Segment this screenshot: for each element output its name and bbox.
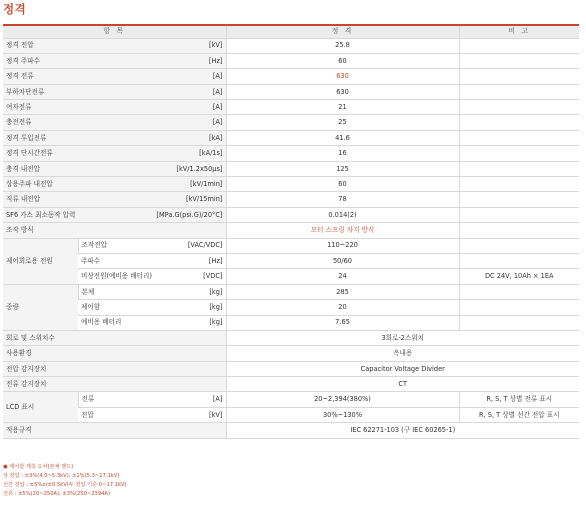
item-unit: [kV/1min] <box>190 179 223 188</box>
item-unit: [kA/1s] <box>199 149 223 158</box>
sub-item-cell <box>78 407 226 422</box>
table-row <box>3 361 579 376</box>
item-name: 본체 <box>81 287 95 296</box>
rating-value: 30%~130% <box>226 407 459 422</box>
table-row <box>3 53 579 68</box>
remark-cell <box>459 53 579 68</box>
item-cell <box>3 192 226 207</box>
remark-cell: DC 24V, 10Ah × 1EA <box>459 269 579 284</box>
table-row <box>3 315 579 330</box>
item-unit: [kV/1.2x50μs] <box>176 164 223 173</box>
item-name: 사용환경 <box>6 349 32 358</box>
item-name: 예비용 배터리 <box>81 318 122 327</box>
item-name: 정격 전류 <box>6 72 34 81</box>
table-row <box>3 146 579 161</box>
item-cell <box>3 38 226 53</box>
item-name: SF6 가스 최소동작 압력 <box>6 210 76 219</box>
rating-value: 20 <box>226 300 459 315</box>
rating-value: 50/60 <box>226 253 459 268</box>
table-row <box>3 377 579 392</box>
rating-table <box>3 24 579 439</box>
remark-cell <box>459 130 579 145</box>
item-name: 적용규격 <box>6 426 32 435</box>
table-row <box>3 115 579 130</box>
item-unit: [A] <box>212 72 223 81</box>
item-unit: [kg] <box>209 318 223 327</box>
table-row <box>3 407 579 422</box>
item-unit: [kV/15min] <box>185 195 223 204</box>
rating-value: 25 <box>226 115 459 130</box>
rating-value: 25.8 <box>226 38 459 53</box>
item-name: 전압 감지장치 <box>6 364 47 373</box>
table-row <box>3 346 579 361</box>
rating-value: 285 <box>226 284 459 299</box>
rating-value: 16 <box>226 146 459 161</box>
rating-value: CT <box>226 377 579 392</box>
note-line: 전류 : ±5%(20~250A), ±3%(250~2394A) <box>3 491 111 497</box>
table-row <box>3 207 579 222</box>
item-cell <box>3 330 226 345</box>
item-name: 주파수 <box>81 256 101 265</box>
note-line: 선간 전압 : ±5%or±0.5kV(두 전압 기준 0~17.1kV) <box>3 482 127 488</box>
item-name: 부하차단전류 <box>6 87 45 96</box>
table-row <box>3 238 579 253</box>
item-name: 전류 <box>81 395 95 404</box>
rating-value: 630 <box>226 84 459 99</box>
rating-value: 모터 스프링 차지 방식 <box>226 223 459 238</box>
remark-cell <box>459 100 579 115</box>
remark-cell <box>459 69 579 84</box>
sub-item-cell <box>78 300 226 315</box>
item-cell <box>3 223 226 238</box>
item-cell <box>3 177 226 192</box>
item-name: 여자전류 <box>6 102 32 111</box>
header-remark: 비 고 <box>459 25 579 38</box>
rating-value: Capacitor Voltage Divider <box>226 361 579 376</box>
item-cell <box>3 346 226 361</box>
rating-value: 630 <box>226 69 459 84</box>
item-cell <box>3 100 226 115</box>
table-row <box>3 84 579 99</box>
table-row <box>3 423 579 438</box>
item-unit: [A] <box>212 87 223 96</box>
remark-cell <box>459 38 579 53</box>
note-line: ● 제어함 계측 오차(본체 핸드) <box>3 464 74 470</box>
rating-value: 0.014(2) <box>226 207 459 222</box>
note-line: 상 전압 : ±3%(4.0~5.3kV), ±1%(5.3~17.1kV) <box>3 473 120 479</box>
item-cell <box>3 84 226 99</box>
sub-item-cell <box>78 238 226 253</box>
table-row <box>3 100 579 115</box>
item-unit: [MPa.G(psi.G)/20°C] <box>156 210 223 219</box>
sub-item-cell <box>78 284 226 299</box>
table-row <box>3 177 579 192</box>
item-cell <box>3 130 226 145</box>
item-unit: [A] <box>212 395 223 404</box>
remark-cell <box>459 284 579 299</box>
item-unit: [kV] <box>209 410 223 419</box>
header-rating: 정 격 <box>226 25 459 38</box>
item-unit: [Hz] <box>208 56 223 65</box>
item-unit: [kg] <box>209 303 223 312</box>
rating-value: 7.65 <box>226 315 459 330</box>
header-item: 항 목 <box>3 25 226 38</box>
item-unit: [kA] <box>209 133 223 142</box>
item-name: 전압 <box>81 410 94 419</box>
table-row <box>3 223 579 238</box>
table-header-row <box>3 25 579 38</box>
remark-cell <box>459 238 579 253</box>
table-row <box>3 130 579 145</box>
item-name: 조작전압 <box>81 241 107 250</box>
table-row <box>3 253 579 268</box>
table-row <box>3 392 579 407</box>
item-name: 정격 주파수 <box>6 56 40 65</box>
item-unit: [Hz] <box>208 256 223 265</box>
item-name: 정격 투입전류 <box>6 133 47 142</box>
item-name: 전류 감지장치 <box>6 379 47 388</box>
rating-value: 24 <box>226 269 459 284</box>
table-row <box>3 38 579 53</box>
item-cell <box>3 115 226 130</box>
remark-cell <box>459 300 579 315</box>
item-cell <box>3 377 226 392</box>
table-row <box>3 284 579 299</box>
remark-cell <box>459 177 579 192</box>
remark-cell <box>459 315 579 330</box>
sub-item-cell <box>78 315 226 330</box>
item-unit: [VAC/VDC] <box>187 241 223 250</box>
sub-item-cell <box>78 269 226 284</box>
sub-item-cell <box>78 392 226 407</box>
remark-cell: R, S, T 상별 선간 전압 표시 <box>459 407 579 422</box>
item-cell <box>3 53 226 68</box>
rating-value: 3회로-2스위치 <box>226 330 579 345</box>
remark-cell <box>459 207 579 222</box>
item-name: 직류 내전압 <box>6 195 40 204</box>
item-unit: [kg] <box>209 287 223 296</box>
remark-cell <box>459 84 579 99</box>
remark-cell <box>459 223 579 238</box>
item-cell <box>3 207 226 222</box>
item-unit: [VDC] <box>203 272 223 281</box>
table-row <box>3 330 579 345</box>
item-name: 정격 단시간전류 <box>6 149 53 158</box>
rating-value: 60 <box>226 53 459 68</box>
table-row <box>3 192 579 207</box>
rating-value: 옥내용 <box>226 346 579 361</box>
rating-value: 20~2,394(380%) <box>226 392 459 407</box>
item-name: 조작 방식 <box>6 226 34 235</box>
item-unit: [kV] <box>209 41 223 50</box>
item-name: 충격 내전압 <box>6 164 40 173</box>
rating-value: 110~220 <box>226 238 459 253</box>
item-name: 충전전류 <box>6 118 32 127</box>
rating-value: 21 <box>226 100 459 115</box>
group-label: LCD 표시 <box>3 392 78 423</box>
group-label: 제어회로용 전원 <box>3 238 78 284</box>
remark-cell <box>459 253 579 268</box>
rating-value: 125 <box>226 161 459 176</box>
table-row <box>3 300 579 315</box>
item-cell <box>3 146 226 161</box>
table-row <box>3 69 579 84</box>
item-cell <box>3 69 226 84</box>
item-unit: [A] <box>212 102 223 111</box>
item-name: 회로 및 스위치수 <box>6 333 55 342</box>
item-name: 비상전원(예비용 배터리) <box>81 272 152 281</box>
remark-cell <box>459 146 579 161</box>
table-row <box>3 269 579 284</box>
item-cell <box>3 361 226 376</box>
group-label: 중량 <box>3 284 78 330</box>
remark-cell <box>459 192 579 207</box>
rating-value: IEC 62271-103 (구 IEC 60265-1) <box>226 423 579 438</box>
measurement-notes <box>3 463 127 499</box>
item-unit: [A] <box>212 118 223 127</box>
item-cell <box>3 423 226 438</box>
remark-cell <box>459 161 579 176</box>
sub-item-cell <box>78 253 226 268</box>
rating-value: 78 <box>226 192 459 207</box>
item-name: 상용주파 내전압 <box>6 179 53 188</box>
table-row <box>3 161 579 176</box>
item-cell <box>3 161 226 176</box>
rating-value: 60 <box>226 177 459 192</box>
page-title: 정격 <box>3 2 27 16</box>
item-name: 제어함 <box>81 303 101 312</box>
item-name: 정격 전압 <box>6 41 34 50</box>
remark-cell: R, S, T 상별 전류 표시 <box>459 392 579 407</box>
rating-value: 41.6 <box>226 130 459 145</box>
remark-cell <box>459 115 579 130</box>
